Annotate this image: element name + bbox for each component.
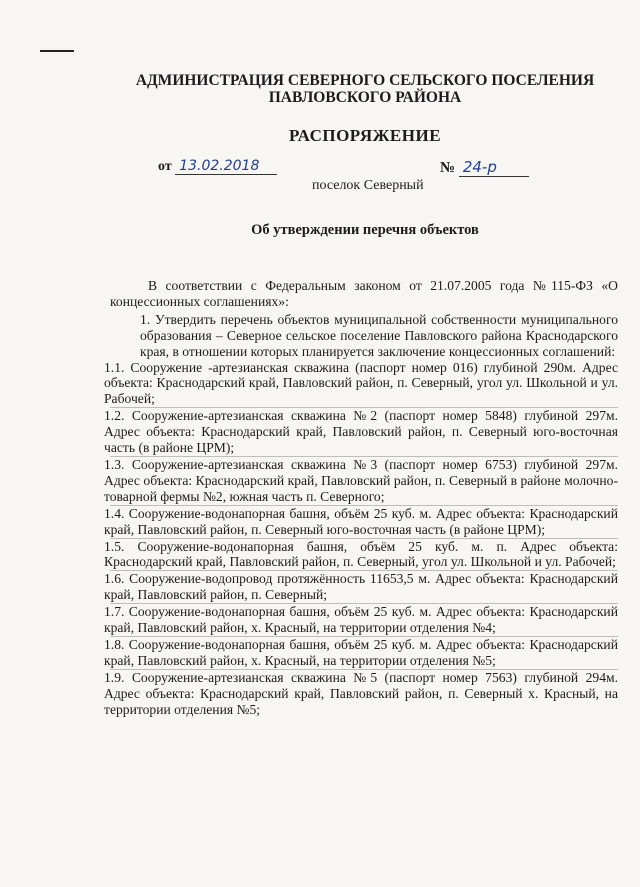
item-1: 1. Утвердить перечень объектов муниципальной собственности муниципального образования – Северное сельское поселение Павловского района Краснодарского края, в отношении которых планируется заключение концессионных соглашений: <box>140 311 618 359</box>
handwritten-number: 24-р <box>459 158 529 177</box>
intro-paragraph: В соответствии с Федеральным законом от 21.07.2005 года №115-ФЗ «О концессионных соглашениях»: <box>110 278 618 309</box>
number-line <box>440 158 529 177</box>
item-1-1: 1.1. Сооружение -артезианская скважина (паспорт номер 016) глубиной 290м. Адрес объекта: Краснодарский край, Павловский район, п. Северный, угол ул. Школьной и ул. Рабочей; <box>104 359 618 407</box>
date-prefix: от <box>158 159 172 174</box>
document-type: РАСПОРЯЖЕНИЕ <box>288 126 442 145</box>
header-line-2: ПАВЛОВСКОГО РАЙОНА <box>268 89 462 106</box>
item-1-6: 1.6. Сооружение-водопровод протяжённость 11653,5 м. Адрес объекта: Краснодарский край, Павловский район, п. Северный; <box>104 571 618 603</box>
item-1-7: 1.7. Сооружение-водонапорная башня, объём 25 куб. м. Адрес объекта: Краснодарский край, Павловский район, х. Красный, на территории отделения №4; <box>104 604 618 636</box>
handwritten-date: 13.02.2018 <box>175 158 277 175</box>
number-prefix: № <box>440 160 456 176</box>
item-1-8: 1.8. Сооружение-водонапорная башня, объём 25 куб. м. Адрес объекта: Краснодарский край, Павловский район, х. Красный, на территории отделения №5; <box>104 636 618 668</box>
place-name: поселок Северный <box>312 178 424 193</box>
edge-mark <box>40 50 74 52</box>
document-body <box>104 278 618 717</box>
document-subject: Об утверждении перечня объектов <box>251 222 479 238</box>
item-1-5: 1.5. Сооружение-водонапорная башня, объём 25 куб. м. п. Адрес объекта: Краснодарский край, Павловский район, п. Северный, угол ул. Школьной и ул. Рабочей; <box>104 538 618 570</box>
item-1-2: 1.2. Сооружение-артезианская скважина №2 (паспорт номер 5848) глубиной 297м. Адрес объекта: Краснодарский край, Павловский район, п. Северный юго-восточная часть (в районе ЦРМ); <box>104 408 618 456</box>
document-header <box>100 72 630 106</box>
header-line-1: АДМИНИСТРАЦИЯ СЕВЕРНОГО СЕЛЬСКОГО ПОСЕЛЕНИЯ <box>135 72 595 89</box>
item-1-9: 1.9. Сооружение-артезианская скважина №5 (паспорт номер 7563) глубиной 294м. Адрес объекта: Краснодарский край, Павловский район, п. Северный х. Красный, на территории отделения №5; <box>104 669 618 717</box>
item-1-4: 1.4. Сооружение-водонапорная башня, объём 25 куб. м. Адрес объекта: Краснодарский край, Павловский район, п. Северный юго-восточная часть (в районе ЦРМ); <box>104 505 618 537</box>
item-1-3: 1.3. Сооружение-артезианская скважина №3 (паспорт номер 6753) глубиной 297м. Адрес объекта: Краснодарский край, Павловский район, п. Северный в районе молочно-товарной фермы №2, южная часть п. Северного; <box>104 456 618 504</box>
date-line <box>158 158 277 175</box>
